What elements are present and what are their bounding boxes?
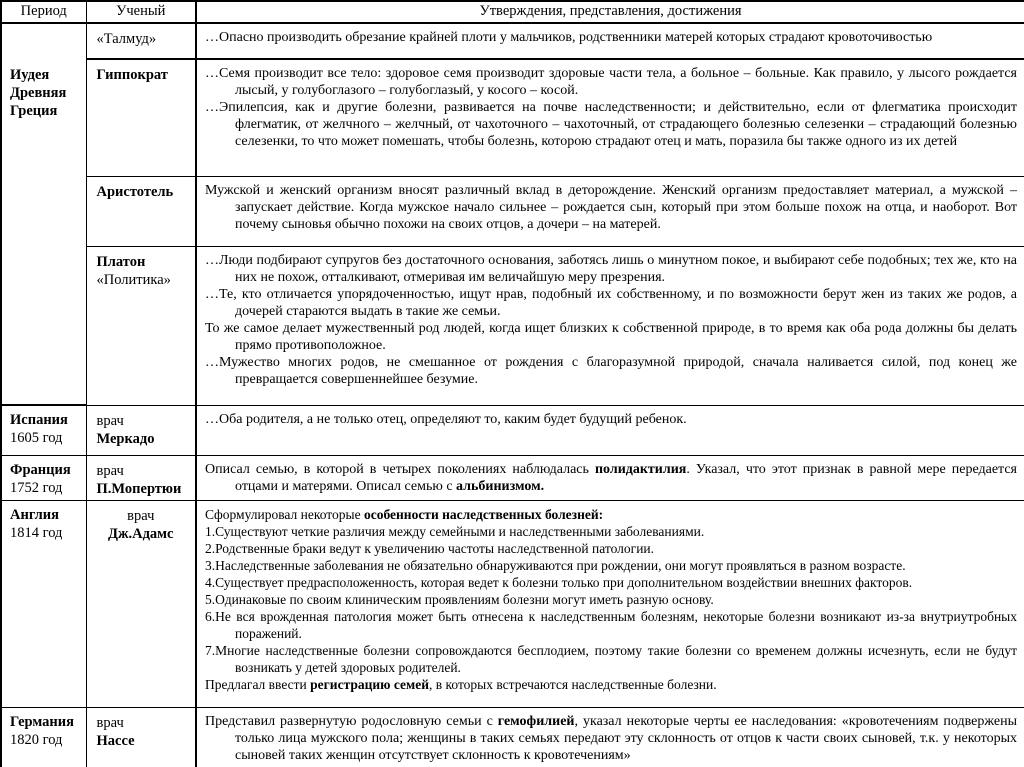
scientist-cell	[86, 23, 196, 59]
table-row	[1, 500, 1024, 707]
statement-paragraph	[205, 99, 1017, 150]
table-row	[1, 455, 1024, 500]
header-row	[1, 1, 1024, 23]
table-row	[1, 23, 1024, 59]
period-cell	[1, 23, 86, 405]
statement-text: 4.Существует предрасположенность, которая ведет к болезни только при дополнительном воздействии внешних факторов.	[205, 574, 913, 590]
statements-cell	[196, 405, 1024, 455]
statement-bold-text: альбинизмом.	[456, 478, 545, 494]
header-period-label: Период	[20, 3, 67, 19]
statement-text: 6.Не вся врожденная патология может быть отнесена к наследственным болезням, некоторые болезни возникают из-за внутриутробных поражений.	[205, 608, 1017, 641]
statement-text: 7.Многие наследственные болезни сопровождаются бесплодием, поэтому такие болезни со временем должны исчезнуть, если не будут возникать у детей здоровых родителей.	[205, 642, 1017, 675]
cell-line: врач	[96, 714, 124, 731]
statement-text: 2.Родственные браки ведут к увеличению частоты наследственной патологии.	[205, 540, 655, 556]
statement-paragraph	[205, 182, 1017, 233]
cell-line: Франция	[10, 461, 71, 478]
statement-bold-text: регистрацию семей	[310, 676, 429, 692]
table-row	[1, 176, 1024, 246]
period-cell	[1, 455, 86, 500]
statement-text: 5.Одинаковые по своим клиническим проявлениям болезни могут иметь разную основу.	[205, 591, 714, 607]
statement-text: Описал семью, в которой в четырех поколениях наблюдалась	[205, 461, 595, 477]
table-row	[1, 246, 1024, 405]
statement-paragraph	[205, 574, 1017, 591]
statements-cell	[196, 23, 1024, 59]
statement-paragraph	[205, 65, 1017, 99]
cell-line: Иудея	[10, 67, 50, 83]
statement-paragraph	[205, 29, 1017, 46]
statement-text: , в которых встречаются наследственные болезни.	[429, 676, 717, 692]
scientist-cell	[86, 246, 196, 405]
statement-text: …Оба родителя, а не только отец, определяют то, каким будет будущий ребенок.	[205, 411, 687, 427]
statements-cell	[196, 246, 1024, 405]
statements-cell	[196, 455, 1024, 500]
cell-line: «Талмуд»	[96, 31, 157, 47]
statement-text: Предлагал ввести	[205, 676, 311, 692]
scientist-cell	[86, 500, 196, 707]
header-statements	[196, 1, 1024, 23]
statement-paragraph	[205, 557, 1017, 574]
statement-text: . Указал, что этот признак в равной мере передается отцами и матерями. Описал семью с	[235, 461, 1017, 494]
statement-paragraph	[205, 676, 1017, 693]
cell-line: П.Мопертюи	[96, 480, 182, 497]
table-row	[1, 405, 1024, 455]
cell-line: Англия	[10, 506, 60, 523]
statement-text: …Те, кто отличается упорядоченностью, ищут нрав, подобный их собственному, и по возможности берут жен из таких же родов, а дочерей стараются выдать в такие же семьи.	[205, 286, 1017, 319]
cell-line: 1820 год	[10, 731, 63, 748]
table-row	[1, 707, 1024, 767]
cell-line: врач	[127, 507, 155, 524]
statement-bold-text: особенности наследственных болезней:	[363, 506, 604, 522]
cell-line: «Политика»	[96, 271, 171, 288]
statements-cell	[196, 707, 1024, 767]
cell-line: врач	[96, 462, 124, 479]
cell-line: Греция	[10, 103, 58, 119]
period-cell	[1, 405, 86, 455]
cell-line: 1752 год	[10, 479, 63, 496]
statement-text: …Семя производит все тело: здоровое семя производит здоровые части тела, а больное – больные. Как правило, у лысого рождается лысый, у голубоглазого – голубоглазый, у косого – косой.	[205, 66, 1017, 98]
statement-paragraph	[205, 591, 1017, 608]
statement-paragraph	[205, 540, 1017, 557]
statement-bold-text: гемофилией	[497, 713, 575, 729]
cell-line: Дж.Адамс	[108, 525, 174, 542]
statement-text: …Люди подбирают супругов без достаточного основания, заботясь лишь о минутном покое, и выбирают себе подобных; тех же, кто на них не похож, отталкивают, отмеривая им величайшую меру презрения.	[205, 252, 1017, 285]
statement-text: , указал некоторые черты ее наследования: «кровотечениям подвержены только лица мужского пола; женщины в таких семьях передают эту склонность от отцов к части своих сыновей, т.к. у некоторых сыновей таких женщин отсутствует склонность к кровотечениям»	[235, 713, 1017, 763]
cell-line: Гиппократ	[96, 67, 168, 83]
statement-paragraph	[205, 523, 1017, 540]
statement-paragraph	[205, 252, 1017, 286]
header-statements-label: Утверждения, представления, достижения	[479, 3, 742, 19]
period-cell	[1, 500, 86, 707]
table-row	[1, 59, 1024, 176]
statement-text: 3.Наследственные заболевания не обязательно обнаруживаются при рождении, они могут проявляться в разном возрасте.	[205, 557, 906, 573]
statement-paragraph	[205, 713, 1017, 764]
header-period	[1, 1, 86, 23]
statements-cell	[196, 59, 1024, 176]
statement-text: Представил развернутую родословную семьи с	[205, 713, 498, 729]
period-cell	[1, 707, 86, 767]
statement-paragraph	[205, 354, 1017, 388]
statement-paragraph	[205, 461, 1017, 495]
statement-text: 1.Существуют четкие различия между семейными и наследственными заболеваниями.	[205, 523, 705, 539]
statement-text: Мужской и женский организм вносят различный вклад в деторождение. Женский организм предоставляет материал, а мужской – запускает действие. Когда мужское начало сильнее – рождается сын, который при этом больше похож на отца, и наоборот. Вот почему сыновья обычно похожи на своих отцов, а дочери – на матерей.	[205, 182, 1017, 232]
statement-paragraph	[205, 411, 1017, 428]
cell-line: 1605 год	[10, 430, 63, 446]
scientist-cell	[86, 176, 196, 246]
cell-line: врач	[96, 412, 124, 429]
table-body	[1, 23, 1024, 767]
statement-bold-text: полидактилия	[594, 461, 687, 477]
statement-paragraph	[205, 608, 1017, 642]
statement-paragraph	[205, 286, 1017, 320]
cell-line: Германия	[10, 713, 74, 730]
statement-text: …Эпилепсия, как и другие болезни, развивается на почве наследственности; и действительно, если от флегматика происходит флегматик, от желчного – желчный, от чахоточного – чахоточный, от страдающего болезнью селезенки – страдающий болезнью селезенки, то что может помешать, чтобы болезнь, которою страдают отец и мать, поразила бы также одного из их детей	[205, 100, 1017, 149]
cell-line: 1814 год	[10, 524, 63, 541]
cell-line: Нассе	[96, 732, 135, 749]
cell-line: Древняя	[10, 85, 67, 101]
cell-line: Платон	[96, 253, 146, 270]
cell-line: Меркадо	[96, 430, 155, 447]
header-scientist-label: Ученый	[116, 3, 166, 19]
scientist-cell	[86, 59, 196, 176]
statement-text: Сформулировал некоторые	[205, 506, 364, 522]
statements-cell	[196, 176, 1024, 246]
scientist-cell	[86, 405, 196, 455]
statement-text: …Опасно производить обрезание крайней плоти у мальчиков, родственники матерей которых страдают кровоточивостью	[205, 30, 933, 45]
statement-paragraph	[205, 320, 1017, 354]
scientist-cell	[86, 707, 196, 767]
statement-paragraph	[205, 506, 1017, 523]
scientist-cell	[86, 455, 196, 500]
statement-text: То же самое делает мужественный род людей, когда ищет близких к собственной природе, в то время как оба рода должны бы делать прямо противоположное.	[205, 320, 1017, 353]
cell-line: Испания	[10, 412, 68, 428]
cell-line: Аристотель	[96, 183, 174, 200]
header-scientist	[86, 1, 196, 23]
statement-text: …Мужество многих родов, не смешанное от рождения с благоразумной природой, сначала наливается силой, под конец же превращается совершеннейшее безумие.	[205, 354, 1017, 387]
statement-paragraph	[205, 642, 1017, 676]
statements-cell	[196, 500, 1024, 707]
